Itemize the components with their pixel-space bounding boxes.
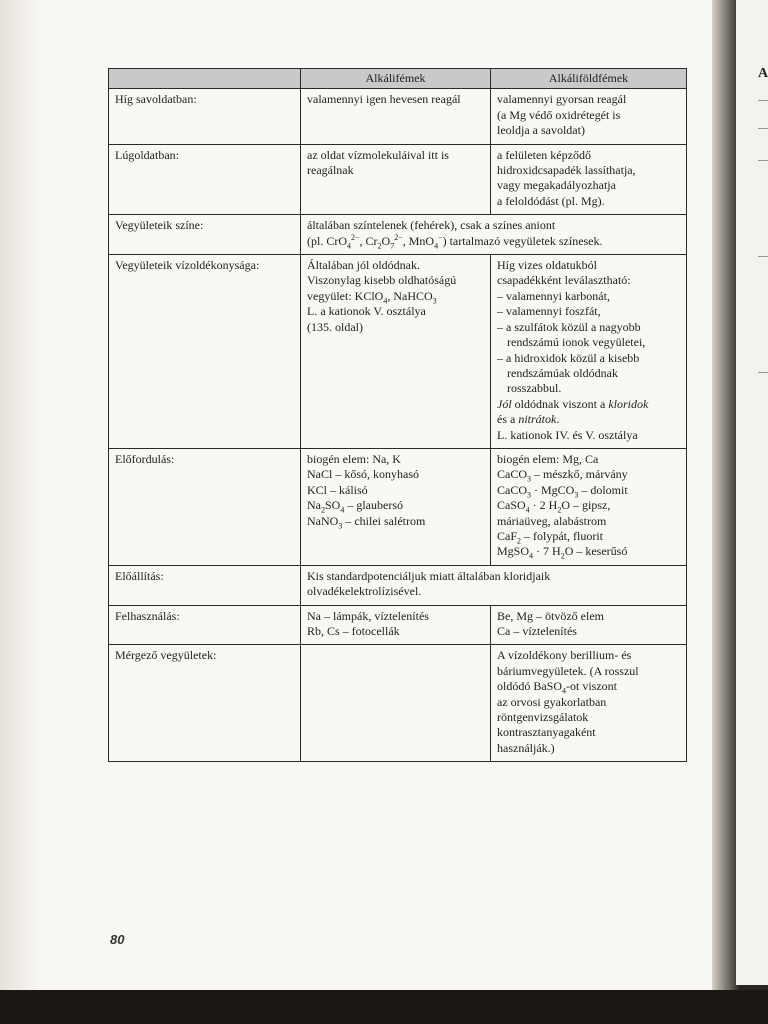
next-page-rule <box>758 256 768 257</box>
text-line: Híg vizes oldatukból <box>497 258 597 273</box>
text-line: NaNO$_3$ – chilei salétrom <box>307 513 426 530</box>
row-label: Mérgező vegyületek: <box>109 645 301 762</box>
list-item-continued: rosszabbul. <box>507 381 562 396</box>
page-number: 80 <box>110 932 125 947</box>
text-line: a felületen képződő <box>497 147 591 162</box>
text-line: Ca – víztelenítés <box>497 624 577 638</box>
list-item-continued: rendszámúak oldódnak <box>507 365 618 380</box>
table-row <box>109 255 687 449</box>
text-line: Be, Mg – ötvöző elem <box>497 608 604 623</box>
text-line: KCl – kálisó <box>307 482 368 497</box>
table-row <box>109 144 687 215</box>
next-page-rule <box>758 128 768 129</box>
text-line: használják.) <box>497 740 555 755</box>
chromate-ion: CrO$_4^{2-}$ <box>326 232 360 251</box>
row-label: Vegyületeik vízoldékonysága: <box>109 255 301 449</box>
text-line: Viszonylag kisebb oldhatóságú <box>307 273 457 288</box>
table-row <box>109 89 687 144</box>
text-line: olvadékelektrolízisével. <box>307 584 422 599</box>
table-row <box>109 215 687 255</box>
table-row <box>109 605 687 645</box>
text-line: Jól oldódnak viszont a kloridok <box>497 396 649 411</box>
text-line: a feloldódást (pl. Mg). <box>497 193 605 208</box>
text-line: reagálnak <box>307 163 354 178</box>
text-line: (a Mg védő oxidrétegét is <box>497 107 621 122</box>
text-line: leoldja a savoldat) <box>497 123 585 138</box>
text-line: $Na_2SO_4$ – glaubersó <box>307 498 403 515</box>
next-page-rule <box>758 100 768 101</box>
alkali-cell <box>301 144 491 215</box>
table-row <box>109 645 687 762</box>
earth-cell <box>491 645 687 762</box>
text-line: vagy megakadályozhatja <box>497 178 616 193</box>
text-line: általában színtelenek (fehérek), csak a színes aniont <box>307 218 556 233</box>
row-label: Lúgoldatban: <box>109 144 301 215</box>
text-line: CaCO$_3$ – mészkő, márvány <box>497 467 628 484</box>
list-item: – a szulfátok közül a nagyobb <box>497 319 641 334</box>
text-line: csapadékként leválasztható: <box>497 273 631 288</box>
earth-cell <box>491 144 687 215</box>
row-label: Előfordulás: <box>109 448 301 565</box>
text-line: röntgenvizsgálatok <box>497 710 589 725</box>
page-shadow <box>0 0 40 990</box>
text-line: A vízoldékony berillium- és <box>497 648 632 663</box>
next-page-edge <box>736 0 768 985</box>
text-line: Na – lámpák, víztelenítés <box>307 608 429 623</box>
list-item: – valamennyi karbonát, <box>497 288 610 303</box>
next-page-rule <box>758 372 768 373</box>
merged-cell <box>301 565 687 605</box>
text-line: az oldat vízmolekuláival itt is <box>307 147 449 162</box>
text-line: hidroxidcsapadék lassíthatja, <box>497 163 636 178</box>
text-fragment: (pl. <box>307 233 327 248</box>
text-line: az orvosi gyakorlatban <box>497 694 607 709</box>
next-page-rule <box>758 160 768 161</box>
text-fragment: ) tartalmazó vegyületek színesek. <box>442 233 603 248</box>
text-line: vegyület: KClO$_4$, NaHCO$_3$ <box>307 288 437 306</box>
text-line: (pl. CrO$_4^{2-}$, $Cr_2O_7^{2-}$, MnO$_4$−) tartalmazó vegyületek színesek. <box>307 232 603 251</box>
text-line: oldódó BaSO$_4$-ot viszont <box>497 679 618 696</box>
text-line: L. a kationok V. osztálya <box>307 304 426 319</box>
comparison-table <box>108 68 687 762</box>
table-row <box>109 448 687 565</box>
earth-cell <box>491 89 687 144</box>
text-line: biogén elem: Mg, Ca <box>497 451 599 466</box>
earth-cell <box>491 448 687 565</box>
table-header-row <box>109 69 687 89</box>
permanganate-ion: MnO$_4$− <box>408 232 443 251</box>
header-alkali-metals: Alkálifémek <box>301 69 491 89</box>
text-line: CaF$_2$ – folypát, fluorit <box>497 528 603 546</box>
text-line: kontrasztanyagaként <box>497 725 596 740</box>
text-line: és a nitrátok. <box>497 412 560 427</box>
alkali-cell <box>301 448 491 565</box>
alkali-cell <box>301 605 491 645</box>
text-line: CaSO$_4$ · 2 $H_2O$ – gipsz, <box>497 498 611 515</box>
header-alkaline-earth-metals: Alkáliföldfémek <box>491 69 687 89</box>
text-line: Általában jól oldódnak. <box>307 258 420 273</box>
text-line: NaCl – kősó, konyhasó <box>307 467 419 482</box>
merged-cell <box>301 215 687 255</box>
text-line: CaCO$_3$ · MgCO$_3$ – dolomit <box>497 482 628 500</box>
next-page-letter: A <box>758 66 768 81</box>
alkali-cell <box>301 255 491 449</box>
table-row <box>109 565 687 605</box>
alkali-cell: valamennyi igen hevesen reagál <box>301 89 491 144</box>
row-label: Híg savoldatban: <box>109 89 301 144</box>
dichromate-ion: $Cr_2O_7^{2-}$ <box>365 232 403 251</box>
earth-cell <box>491 605 687 645</box>
text-line: báriumvegyületek. (A rosszul <box>497 663 639 678</box>
text-line: (135. oldal) <box>307 319 363 334</box>
text-line: valamennyi gyorsan reagál <box>497 92 627 107</box>
header-empty-cell <box>109 69 301 89</box>
text-line: Rb, Cs – fotocellák <box>307 624 400 638</box>
text-line: biogén elem: Na, K <box>307 451 401 466</box>
list-item: – a hidroxidok közül a kisebb <box>497 350 640 365</box>
text-line: L. kationok IV. és V. osztálya <box>497 427 638 442</box>
earth-cell <box>491 255 687 449</box>
list-item: – valamennyi foszfát, <box>497 304 601 319</box>
row-label: Előállítás: <box>109 565 301 605</box>
list-item-continued: rendszámú ionok vegyületei, <box>507 335 646 350</box>
alkali-cell <box>301 645 491 762</box>
text-line: MgSO$_4$ · 7 $H_2O$ – keserűsó <box>497 544 628 561</box>
row-label: Vegyületeik színe: <box>109 215 301 255</box>
row-label: Felhasználás: <box>109 605 301 645</box>
text-line: Kis standardpotenciáljuk miatt általában kloridjaik <box>307 568 551 583</box>
desk-background <box>0 990 768 1024</box>
text-line: máriaüveg, alabástrom <box>497 513 607 528</box>
